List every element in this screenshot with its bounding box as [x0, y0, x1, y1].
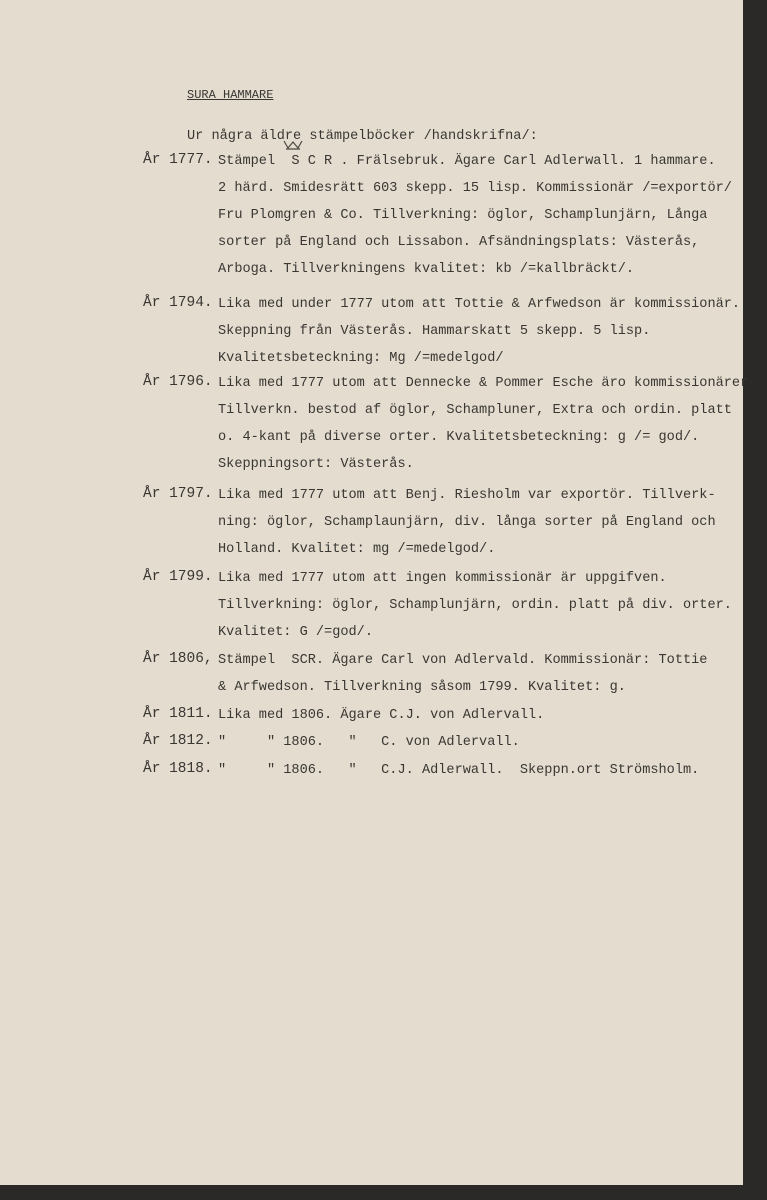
entry-text [218, 295, 740, 376]
document-title: SURA HAMMARE [187, 88, 274, 102]
entry-line: Stämpel SCR. Ägare Carl von Adlervald. Kommissionär: Tottie [218, 653, 708, 668]
entry-year: År 1812. [143, 733, 213, 749]
entry-line: o. 4-kant på diverse orter. Kvalitetsbeteckning: g /= god/. [218, 430, 700, 445]
entry-text [218, 651, 707, 705]
entry-year: År 1811. [143, 706, 213, 722]
entry-line: Holland. Kvalitet: mg /=medelgod/. [218, 542, 496, 557]
entry-year: År 1794. [143, 295, 213, 311]
entry-text [218, 152, 732, 287]
entry-line: Arboga. Tillverkningens kvalitet: kb /=kallbräckt/. [218, 262, 635, 277]
entry-line: " " 1806. " C. von Adlervall. [218, 735, 520, 750]
entry-line: Kvalitetsbeteckning: Mg /=medelgod/ [218, 351, 504, 366]
entry-text [218, 761, 699, 788]
entry-line: & Arfwedson. Tillverkning såsom 1799. Kvalitet: g. [218, 680, 626, 695]
crown-icon [283, 139, 303, 151]
entry-line: Stämpel S C R . Frälsebruk. Ägare Carl Adlerwall. 1 hammare. [218, 154, 716, 169]
entry-year: År 1799. [143, 569, 213, 585]
entry-line: Skeppningsort: Västerås. [218, 457, 414, 472]
entry-line: Tillverkn. bestod af öglor, Schampluner, Extra och ordin. platt [218, 403, 732, 418]
entry-line: Lika med 1806. Ägare C.J. von Adlervall. [218, 708, 545, 723]
entry-line: ning: öglor, Schamplaunjärn, div. långa sorter på England och [218, 515, 716, 530]
entry-text [218, 374, 748, 482]
intro-text: Ur några äldre stämpelböcker /handskrifna/: [187, 129, 538, 144]
entry-text [218, 486, 716, 567]
entry-line: Kvalitet: G /=god/. [218, 625, 373, 640]
entry-text [218, 706, 544, 733]
entry-year: År 1818. [143, 761, 213, 777]
entry-line: Fru Plomgren & Co. Tillverkning: öglor, Schamplunjärn, Långa [218, 208, 708, 223]
entry-line: Lika med under 1777 utom att Tottie & Arfwedson är kommissionär. [218, 297, 741, 312]
entry-year: År 1796. [143, 374, 213, 390]
entry-line: 2 härd. Smidesrätt 603 skepp. 15 lisp. Kommissionär /=exportör/ [218, 181, 732, 196]
entry-line: Lika med 1777 utom att ingen kommissionär är uppgifven. [218, 571, 667, 586]
entry-text [218, 569, 732, 650]
entry-year: År 1777. [143, 152, 213, 168]
entry-text [218, 733, 520, 760]
entry-year: År 1806, [143, 651, 213, 667]
entry-line: " " 1806. " C.J. Adlerwall. Skeppn.ort Strömsholm. [218, 763, 700, 778]
entry-line: Lika med 1777 utom att Benj. Riesholm var exportör. Tillverk- [218, 488, 716, 503]
entry-line: Tillverkning: öglor, Schamplunjärn, ordin. platt på div. orter. [218, 598, 732, 613]
entry-line: sorter på England och Lissabon. Afsändningsplats: Västerås, [218, 235, 700, 250]
entry-line: Lika med 1777 utom att Dennecke & Pommer Esche äro kommissionärer [218, 376, 749, 391]
entry-line: Skeppning från Västerås. Hammarskatt 5 skepp. 5 lisp. [218, 324, 651, 339]
entry-year: År 1797. [143, 486, 213, 502]
